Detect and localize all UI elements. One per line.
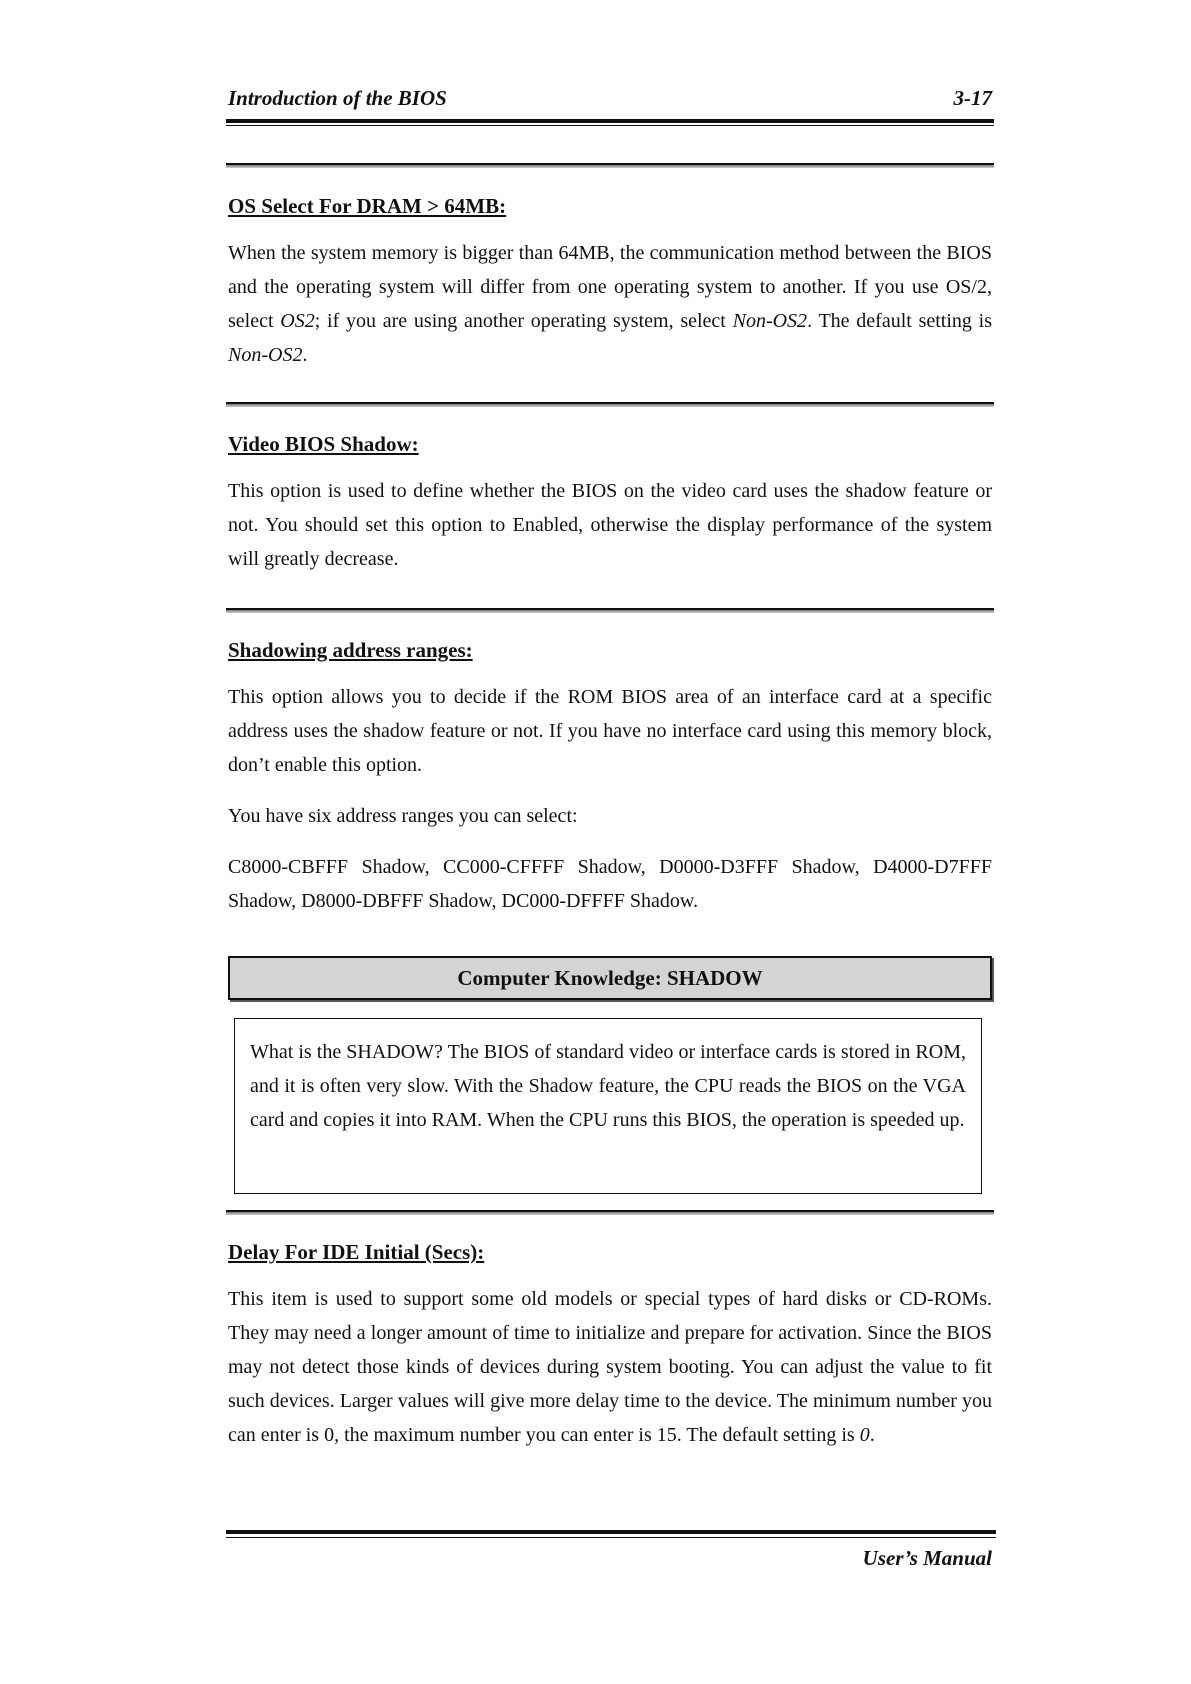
knowledge-box-title: Computer Knowledge: SHADOW <box>228 956 992 1000</box>
option-value: OS2 <box>280 310 315 332</box>
header-rule <box>226 119 994 123</box>
knowledge-box-body <box>234 1018 982 1194</box>
section-divider <box>226 1210 994 1215</box>
section-paragraph: You have six address ranges you can select: <box>228 805 578 827</box>
section-shadowing-ranges <box>228 636 992 935</box>
option-value: Non-OS2 <box>732 310 808 332</box>
section-divider <box>226 402 994 407</box>
section-paragraph: This option is used to define whether the BIOS on the video card uses the shadow feature or not. You should set this option to Enabled, otherwise the display performance of the system will greatly decrease. <box>228 480 992 570</box>
header-rule-thin <box>226 125 994 126</box>
section-os-select <box>228 192 992 389</box>
section-heading: Video BIOS Shadow: <box>228 432 419 456</box>
footer-rule-thin <box>226 1537 996 1538</box>
section-paragraph: This item is used to support some old models or special types of hard disks or CD-ROMs. They may need a longer amount of time to initialize and prepare for activation. Since the BIOS may not detect those kinds of devices during system booting. You can adjust the value to fit such devices. Larger values will give more delay time to the device. The minimum number you can enter is 0, the maximum number you can enter is 15. The default setting is 0. <box>228 1288 992 1446</box>
header-title: Introduction of the BIOS <box>228 86 447 110</box>
default-value: Non-OS2 <box>228 344 303 366</box>
default-value: 0 <box>859 1424 870 1446</box>
manual-page <box>228 0 992 1684</box>
page-header <box>228 86 992 116</box>
page-number: 3-17 <box>953 86 992 110</box>
section-heading: Shadowing address ranges: <box>228 638 473 662</box>
footer-rule <box>226 1530 996 1534</box>
section-video-bios-shadow <box>228 430 992 593</box>
section-paragraph: This option allows you to decide if the ROM BIOS area of an interface card at a specific address uses the shadow feature or not. If you have no interface card using this memory block, don’t enable this option. <box>228 686 992 776</box>
section-divider <box>226 163 994 168</box>
section-heading: OS Select For DRAM > 64MB: <box>228 194 507 218</box>
section-paragraph: C8000-CBFFF Shadow, CC000-CFFFF Shadow, D0000-D3FFF Shadow, D4000-D7FFF Shadow, D8000-DBFFF Shadow, DC000-DFFFF Shadow. <box>228 856 992 912</box>
section-heading: Delay For IDE Initial (Secs): <box>228 1240 485 1264</box>
knowledge-box-text: What is the SHADOW? The BIOS of standard video or interface cards is stored in ROM, and it is often very slow. With the Shadow feature, the CPU reads the BIOS on the VGA card and copies it into RAM. When the CPU runs this BIOS, the operation is speeded up. <box>250 1041 966 1131</box>
page-footer: User’s Manual <box>862 1546 992 1570</box>
section-divider <box>226 608 994 613</box>
section-delay-ide <box>228 1238 992 1469</box>
section-paragraph: When the system memory is bigger than 64MB, the communication method between the BIOS and the operating system will differ from one operating system to another. If you use OS/2, select OS2; if you are using another operating system, select Non-OS2. The default setting is Non-OS2. <box>228 242 992 366</box>
